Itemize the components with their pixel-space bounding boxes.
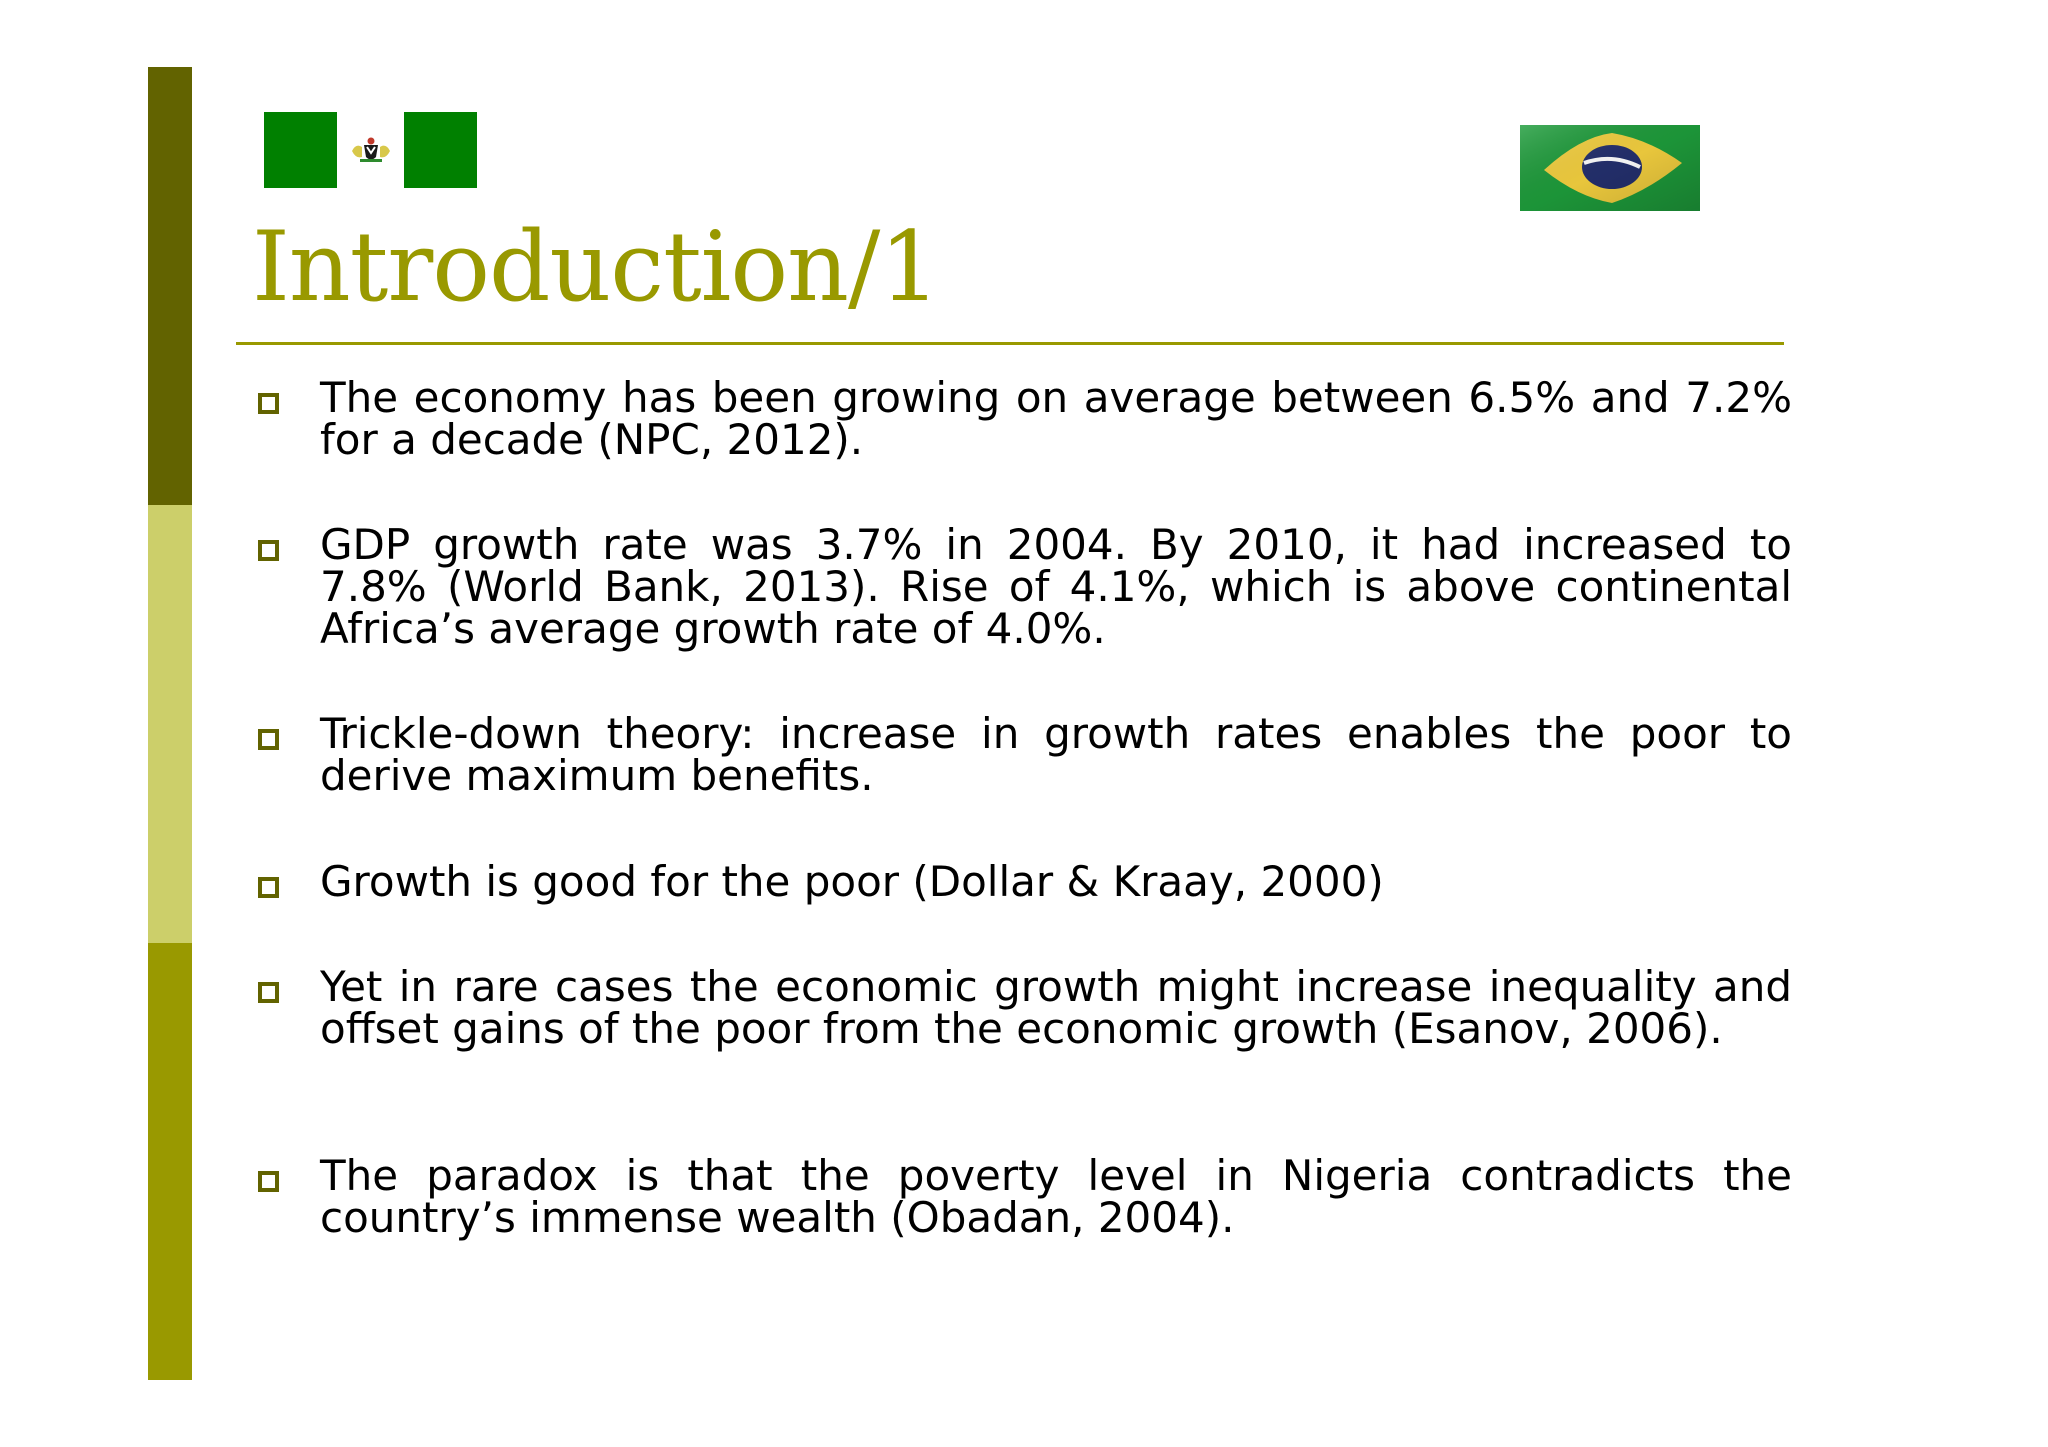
bullet-text: Growth is good for the poor (Dollar & Kraay, 2000) xyxy=(320,857,1384,906)
square-bullet-icon xyxy=(258,982,279,1003)
page-title: Introduction/1 xyxy=(252,211,940,323)
brazil-flag-icon xyxy=(1520,125,1700,211)
side-bar-dark xyxy=(148,67,192,505)
nigeria-coat-of-arms-icon xyxy=(337,112,404,188)
square-bullet-icon xyxy=(258,729,279,750)
title-divider xyxy=(236,342,1784,345)
nigeria-flag-green-stripe xyxy=(264,112,337,188)
square-bullet-icon xyxy=(258,1171,279,1192)
bullet-text: The paradox is that the poverty level in Nigeria contradicts the country’s immense wealth (Obadan, 2004). xyxy=(320,1151,1792,1242)
square-bullet-icon xyxy=(258,877,279,898)
bullet-text: Trickle-down theory: increase in growth rates enables the poor to derive maximum benefits. xyxy=(320,709,1792,800)
bullet-text: The economy has been growing on average between 6.5% and 7.2% for a decade (NPC, 2012). xyxy=(320,373,1792,464)
nigeria-flag-green-stripe xyxy=(404,112,477,188)
nigeria-flag-icon xyxy=(264,112,477,188)
side-bar-olive xyxy=(148,943,192,1380)
square-bullet-icon xyxy=(258,540,279,561)
bullet-text: Yet in rare cases the economic growth might increase inequality and offset gains of the poor from the economic growth (Esanov, 2006). xyxy=(320,962,1792,1053)
side-bar-light xyxy=(148,505,192,943)
square-bullet-icon xyxy=(258,393,279,414)
bullet-text: GDP growth rate was 3.7% in 2004. By 2010, it had increased to 7.8% (World Bank, 2013). Rise of 4.1%, which is above continental Africa’s average growth rate of 4.0%. xyxy=(320,520,1792,653)
